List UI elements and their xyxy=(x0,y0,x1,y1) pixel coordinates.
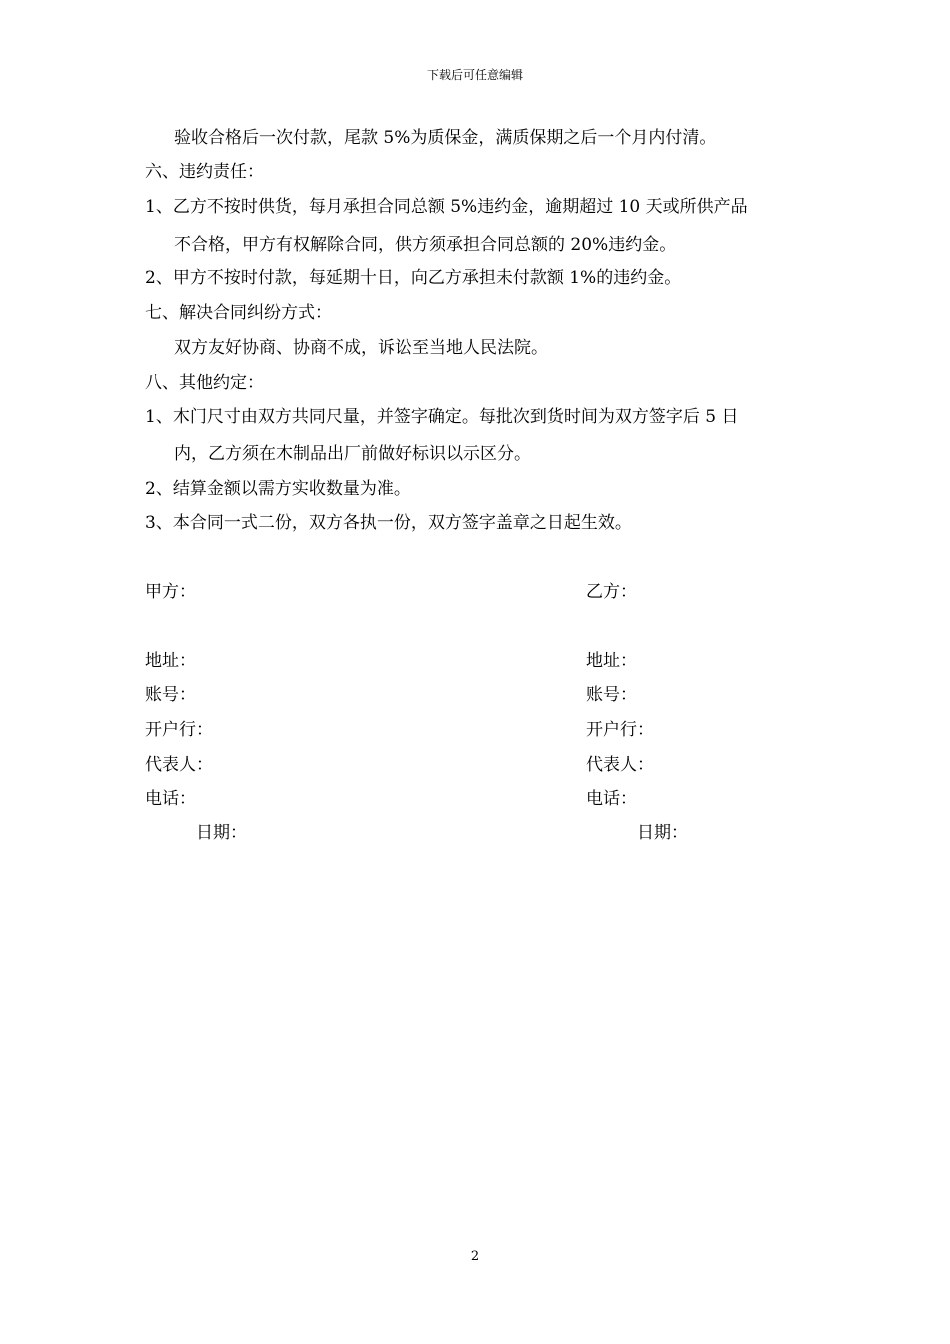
dispute-clause: 双方友好协商、协商不成，诉讼至当地人民法院。 xyxy=(174,338,548,358)
party-b-bank: 开户行： xyxy=(586,720,654,740)
breach-clause-1-cont: 不合格，甲方有权解除合同，供方须承担合同总额的 20%违约金。 xyxy=(174,235,677,255)
section-heading-breach: 六、违约责任： xyxy=(145,162,264,182)
party-b-address: 地址： xyxy=(586,651,637,671)
party-a-account: 账号： xyxy=(145,685,196,705)
party-a-address: 地址： xyxy=(145,651,196,671)
other-clause-2: 2、结算金额以需方实收数量为准。 xyxy=(145,479,411,499)
page-header: 下载后可任意编辑 xyxy=(426,68,523,82)
party-a-representative: 代表人： xyxy=(145,755,213,775)
section-heading-other: 八、其他约定： xyxy=(145,373,264,393)
party-b-account: 账号： xyxy=(586,685,637,705)
party-a-label: 甲方： xyxy=(145,582,196,602)
party-a-bank: 开户行： xyxy=(145,720,213,740)
section-heading-dispute: 七、解决合同纠纷方式： xyxy=(145,303,332,323)
page-number: 2 xyxy=(470,1249,480,1264)
party-a-date: 日期： xyxy=(196,823,247,843)
party-b-date: 日期： xyxy=(637,823,688,843)
party-a-phone: 电话： xyxy=(145,789,196,809)
party-b-label: 乙方： xyxy=(586,582,637,602)
other-clause-3: 3、本合同一式二份，双方各执一份，双方签字盖章之日起生效。 xyxy=(145,513,632,533)
party-b-phone: 电话： xyxy=(586,789,637,809)
other-clause-1: 1、木门尺寸由双方共同尺量，并签字确定。每批次到货时间为双方签字后 5 日 xyxy=(145,407,739,427)
breach-clause-1: 1、乙方不按时供货，每月承担合同总额 5%违约金，逾期超过 10 天或所供产品 xyxy=(145,197,748,217)
party-b-representative: 代表人： xyxy=(586,755,654,775)
payment-terms-line: 验收合格后一次付款，尾款 5%为质保金，满质保期之后一个月内付清。 xyxy=(174,128,717,148)
other-clause-1-cont: 内，乙方须在木制品出厂前做好标识以示区分。 xyxy=(174,444,531,464)
breach-clause-2: 2、甲方不按时付款，每延期十日，向乙方承担未付款额 1%的违约金。 xyxy=(145,268,682,288)
